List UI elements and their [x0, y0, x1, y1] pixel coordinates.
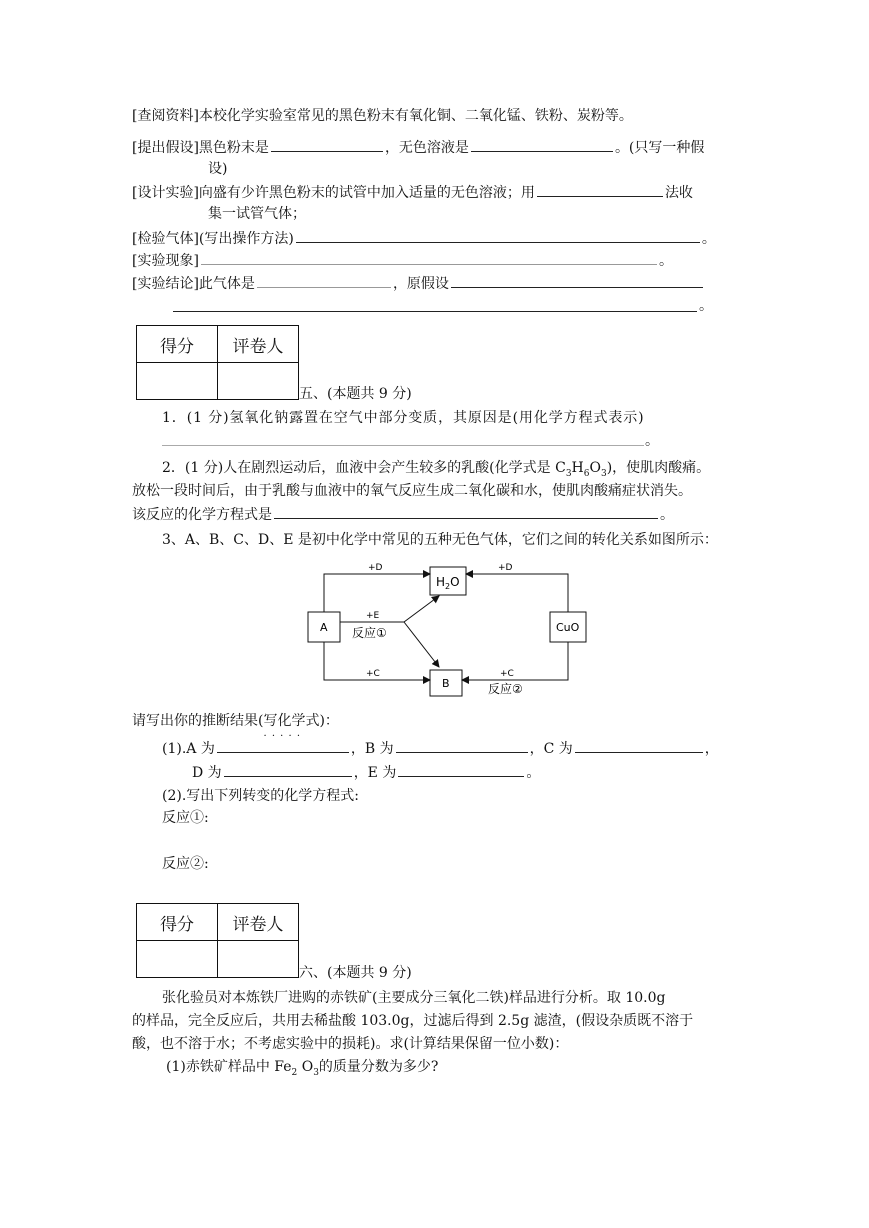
- arrow-a-h2o: [324, 574, 430, 612]
- b-label: B: [442, 677, 450, 690]
- q6-line-1: 张化验员对本炼铁厂进购的赤铁矿(主要成分三氧化二铁)样品进行分析。取 10.0g: [162, 990, 666, 1006]
- conclusion-end: 。: [699, 298, 713, 314]
- plus-e: +E: [366, 611, 380, 621]
- a-answer-blank[interactable]: [217, 738, 349, 753]
- lookup-line: [查阅资料]本校化学实验室常见的黑色粉末有氧化铜、二氧化锰、铁粉、炭粉等。: [132, 108, 633, 124]
- a-label: A: [320, 621, 328, 634]
- answers-line-2: D 为 ，E 为 。: [192, 762, 540, 783]
- q5-1-blank[interactable]: [162, 445, 644, 446]
- hypothesis-line: [提出假设]黑色粉末是 ，无色溶液是 。(只写一种假: [132, 137, 704, 158]
- phenomenon-blank[interactable]: [201, 250, 657, 265]
- hypothesis-result-blank[interactable]: [451, 273, 703, 288]
- solution-blank[interactable]: [471, 137, 613, 152]
- arrow-branch-b: [404, 622, 439, 667]
- score-header: 得分: [137, 326, 218, 363]
- q6-line-3: 酸，也不溶于水；不考虑实验中的损耗)。求(计算结果保留一位小数)：: [132, 1036, 569, 1052]
- design-line-2: 集一试管气体；: [208, 206, 306, 222]
- black-powder-blank[interactable]: [271, 137, 383, 152]
- section5-title: 五、(本题共 9 分): [299, 386, 412, 402]
- grader-cell[interactable]: [218, 363, 299, 400]
- c-answer-blank[interactable]: [575, 738, 703, 753]
- arrow-cuo-h2o: [466, 574, 568, 612]
- score-cell[interactable]: [137, 363, 218, 400]
- e-answer-blank[interactable]: [398, 762, 524, 777]
- q5-1-line: 1．(1 分)氢氧化钠露置在空气中部分变质，其原因是(用化学方程式表示): [162, 410, 645, 426]
- design-line: [设计实验]向盛有少许黑色粉末的试管中加入适量的无色溶液；用 法收: [132, 182, 693, 203]
- arrow-cuo-b: [462, 642, 568, 680]
- phenomenon-line: [实验现象] 。: [132, 250, 673, 271]
- conversion-diagram: [300, 560, 600, 700]
- cuo-label: CuO: [556, 621, 580, 634]
- q5-2-equation-blank[interactable]: [274, 504, 658, 519]
- score-box-1: [136, 325, 299, 400]
- answers-line-1: (1).A 为 ，B 为 ，C 为 ，: [162, 738, 719, 759]
- score-box-2: [136, 903, 299, 978]
- grader-header: 评卷人: [218, 904, 299, 941]
- conclusion-line: [实验结论]此气体是 ，原假设: [132, 273, 705, 294]
- q5-2-line-1: 2．(1 分)人在剧烈运动后，血液中会产生较多的乳酸(化学式是 $C_3H_6O_3$)，使肌肉酸痛。: [162, 460, 711, 479]
- h2o-label: $H_2O$: [436, 575, 460, 591]
- equations-prompt: (2).写出下列转变的化学方程式:: [162, 788, 359, 804]
- b-answer-blank[interactable]: [396, 738, 528, 753]
- conclusion-blank-2[interactable]: [173, 311, 697, 312]
- plus-d-right: +D: [498, 563, 513, 573]
- collect-method-blank[interactable]: [537, 182, 663, 197]
- plus-c-left: +C: [366, 669, 380, 679]
- q5-2-line-2: 放松一段时间后，由于乳酸与血液中的氧气反应生成二氧化碳和水，使肌肉酸痛症状消失。: [132, 483, 692, 499]
- d-answer-blank[interactable]: [224, 762, 352, 777]
- check-gas-line: [检验气体](写出操作方法) 。: [132, 228, 716, 249]
- plus-d-left: +D: [368, 563, 383, 573]
- reaction-1-label: 反应①: [352, 626, 387, 640]
- score-header: 得分: [137, 904, 218, 941]
- q6-line-2: 的样品，完全反应后，共用去稀盐酸 103.0g，过滤后得到 2.5g 滤渣，(假设杂质既不溶于: [132, 1013, 694, 1029]
- q5-1-end: 。: [645, 433, 659, 449]
- q5-3-line: 3、A、B、C、D、E 是初中化学中常见的五种无色气体，它们之间的转化关系如图所示：: [162, 532, 718, 548]
- grader-cell[interactable]: [218, 941, 299, 978]
- plus-c-right: +C: [500, 669, 514, 679]
- reaction-1-answer: 反应①:: [162, 810, 209, 826]
- gas-identity-blank[interactable]: [257, 273, 391, 288]
- section6-title: 六、(本题共 9 分): [299, 965, 412, 981]
- check-method-blank[interactable]: [296, 228, 700, 243]
- reaction-2-label: 反应②: [488, 682, 523, 696]
- inference-prompt: 请写出你的推断结果(写化学式 · · ·)：: [132, 711, 339, 731]
- q5-2-line-3: 该反应的化学方程式是 。: [132, 504, 674, 525]
- q6-sub-1: (1)赤铁矿样品中 $Fe_2$ $O_3$的质量分数为多少?: [166, 1059, 439, 1078]
- grader-header: 评卷人: [218, 326, 299, 363]
- arrow-branch-h2o: [404, 596, 439, 622]
- reaction-2-answer: 反应②:: [162, 856, 209, 872]
- score-cell[interactable]: [137, 941, 218, 978]
- hypothesis-line-2: 设): [208, 161, 228, 177]
